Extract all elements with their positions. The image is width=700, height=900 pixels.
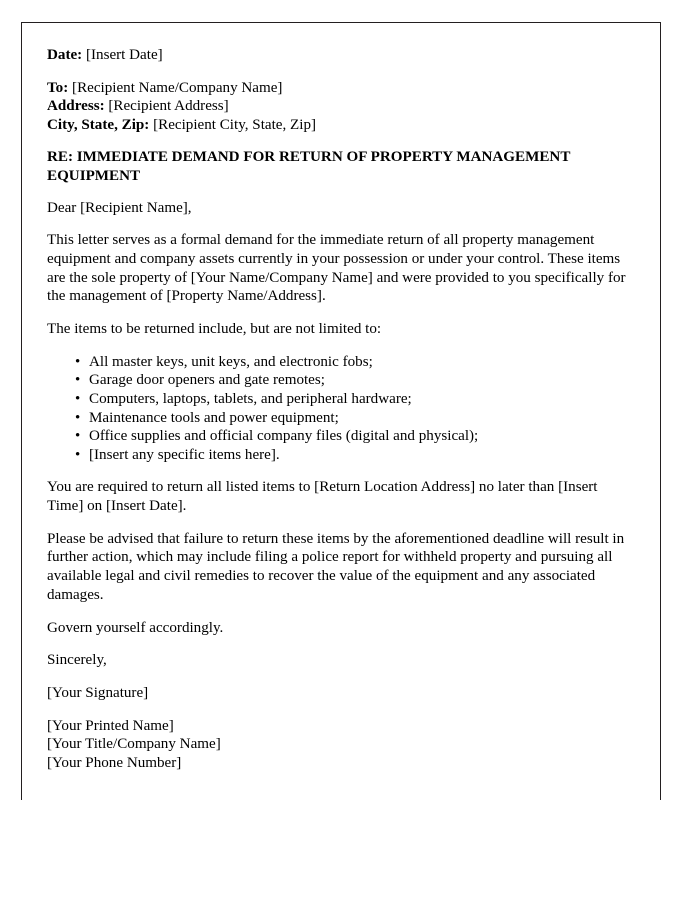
valediction: Sincerely, bbox=[47, 652, 107, 669]
signer-printed-name: [Your Printed Name] bbox=[47, 717, 174, 734]
address-label: Address: bbox=[47, 98, 105, 115]
body-paragraph-2: You are required to return all listed items to [Return Location Address] no later than [Insert Time] on [Insert Date]. bbox=[47, 479, 598, 515]
address-value: [Recipient Address] bbox=[108, 98, 229, 115]
to-value: [Recipient Name/Company Name] bbox=[72, 79, 283, 96]
list-item bbox=[47, 427, 632, 446]
recipient-address-block bbox=[47, 79, 632, 135]
body-paragraph-3: Please be advised that failure to return these items by the aforementioned deadline will result in further action, which may include filing a police report for withheld property and pursuing all available legal and civil remedies to recover the value of the equipment and any associated damages. bbox=[47, 530, 625, 603]
date-label: Date: bbox=[47, 47, 83, 63]
body-paragraph-1: This letter serves as a formal demand for the immediate return of all property management equipment and company assets currently in your possession or under your control. These items are the sole property of [Your Name/Company Name] and were provided to you specifically for the management of [Property Name/Address]. bbox=[47, 232, 626, 305]
salutation: Dear [Recipient Name], bbox=[47, 199, 192, 216]
recipient-address-line bbox=[47, 97, 632, 116]
city-state-zip-value: [Recipient City, State, Zip] bbox=[153, 116, 317, 133]
date-block bbox=[47, 46, 632, 65]
date-line bbox=[47, 46, 632, 65]
bullet-icon: • bbox=[75, 409, 81, 426]
bullet-icon: • bbox=[75, 446, 81, 463]
bullet-icon: • bbox=[75, 428, 81, 445]
body-paragraph-4: Govern yourself accordingly. bbox=[47, 619, 224, 636]
bullet-icon: • bbox=[75, 372, 81, 389]
signer-phone-number: [Your Phone Number] bbox=[47, 754, 182, 771]
signature-placeholder: [Your Signature] bbox=[47, 684, 149, 701]
list-item bbox=[47, 390, 632, 409]
list-item bbox=[47, 446, 632, 465]
recipient-to-line bbox=[47, 79, 632, 98]
to-label: To: bbox=[47, 79, 69, 96]
signer-title-company: [Your Title/Company Name] bbox=[47, 736, 221, 753]
bullet-icon: • bbox=[75, 353, 81, 370]
list-item bbox=[47, 371, 632, 390]
list-item-label: Maintenance tools and power equipment; bbox=[89, 409, 339, 426]
returnable-items-list bbox=[47, 353, 632, 465]
list-item-label: Computers, laptops, tablets, and peripheral hardware; bbox=[89, 390, 412, 407]
list-item-label: Garage door openers and gate remotes; bbox=[89, 372, 325, 389]
list-intro-paragraph: The items to be returned include, but are not limited to: bbox=[47, 321, 382, 338]
list-item-label: Office supplies and official company files (digital and physical); bbox=[89, 428, 479, 445]
recipient-city-state-zip-line bbox=[47, 116, 632, 135]
date-value: [Insert Date] bbox=[85, 47, 163, 63]
list-item-label: [Insert any specific items here]. bbox=[89, 446, 280, 463]
subject-heading: RE: IMMEDIATE DEMAND FOR RETURN OF PROPERTY MANAGEMENT EQUIPMENT bbox=[47, 149, 571, 184]
list-item bbox=[47, 409, 632, 428]
signature-block bbox=[47, 717, 632, 773]
list-item bbox=[47, 353, 632, 372]
bullet-icon: • bbox=[75, 390, 81, 407]
list-item-label: All master keys, unit keys, and electronic fobs; bbox=[89, 353, 373, 370]
city-state-zip-label: City, State, Zip: bbox=[47, 116, 150, 133]
letter-document-body bbox=[47, 46, 632, 786]
